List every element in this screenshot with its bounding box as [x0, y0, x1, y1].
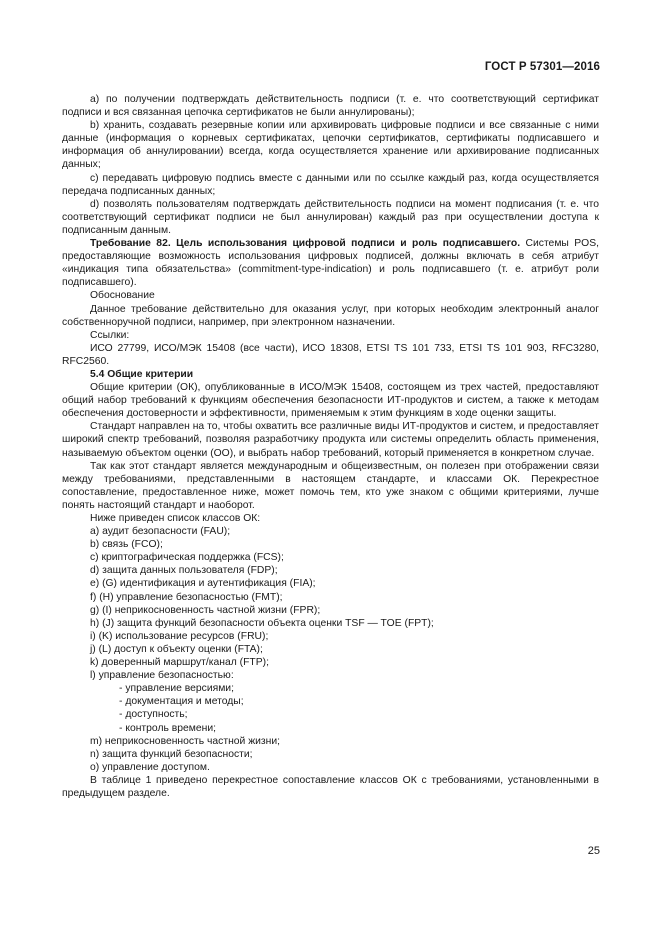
list-item: l) управление безопасностью: [90, 670, 234, 682]
list-item: f) (H) управление безопасностью (FMT); [90, 591, 283, 603]
classes-list-intro: Ниже приведен список классов ОК: [90, 513, 261, 524]
requirement-82-title: Требование 82. Цель использования цифровой подписи и роль подписавшего. [90, 238, 521, 250]
list-item-b: b) хранить, создавать резервные копии или архивировать цифровые подписи и все связанные с ними данные (информация о корневых сертификатах, цепочки сертификатов, сертификаты подписавшего и информация об аннулировании) всегда, когда осуществляется хранение или архивирование подписанных данных; [62, 120, 599, 171]
references-text: ИСО 27799, ИСО/МЭК 15408 (все части), ИСО 18308, ETSI TS 101 733, ETSI TS 101 903, RFC3280, RFC2560. [62, 342, 599, 367]
rationale-text: Данное требование действительно для оказания услуг, при которых необходим электронный аналог собственноручной подписи, например, при электронном назначении. [62, 303, 599, 328]
closing-paragraph: В таблице 1 приведено перекрестное сопоставление классов ОК с требованиями, установленными в предыдущем разделе. [62, 774, 599, 799]
section-paragraph-2: Стандарт направлен на то, чтобы охватить все различные виды ИТ-продуктов и систем, и предоставляет широкий спектр требований, позволяя разработчику продукта или системы определить область применения, называемую объектом оценки (ОО), и выбрать набор требований, который применяется в конкретном случае. [62, 421, 599, 459]
list-item: h) (J) защита функций безопасности объекта оценки TSF — TOE (FPT); [90, 617, 434, 629]
list-item-c: c) передавать цифровую подпись вместе с данными или по ссылке каждый раз, когда осуществляется передача подписанных данных; [62, 172, 599, 197]
list-item: e) (G) идентификация и аутентификация (FIA); [90, 578, 316, 590]
requirement-82-paragraph [62, 237, 599, 289]
list-item: a) аудит безопасности (FAU); [90, 526, 231, 538]
requirement-82-text: Системы POS, предоставляющие возможность использования цифровых подписей, должны включать в себя атрибут «индикация типа обязательства» (commitment-type-indication) и роль подписавшего (т. е. атрибут роли подписавшего). [62, 238, 599, 289]
section-paragraph-1: Общие критерии (ОК), опубликованные в ИСО/МЭК 15408, состоящем из трех частей, предоставляют общий набор требований к функциям обеспечения безопасности ИТ-продуктов и систем, а также к методам обеспечения достоверности и эффективности, применяемым к этим функциям в ходе оценки защиты. [62, 382, 599, 420]
list-item: g) (I) неприкосновенность частной жизни (FPR); [90, 604, 321, 616]
document-code-header: ГОСТ Р 57301—2016 [484, 61, 600, 73]
list-item: b) связь (FCO); [90, 539, 163, 551]
section-paragraph-3: Так как этот стандарт является международным и общеизвестным, он полезен при отображении связи между требованиями, представленными в настоящем стандарте, и классами ОК. Перекрестное сопоставление, предоставленное ниже, может помочь тем, кто уже знаком с общими критериями, лучше понять настоящий стандарт и наоборот. [62, 460, 599, 511]
sub-list-item: - доступность; [119, 709, 188, 721]
page-number: 25 [587, 845, 600, 857]
references-label: Ссылки: [90, 329, 130, 341]
list-item: o) управление доступом. [90, 761, 210, 773]
section-title: 5.4 Общие критерии [90, 368, 194, 380]
list-item-a: a) по получении подтверждать действительность подписи (т. е. что соответствующий сертификат подписи и вся связанная цепочка сертификатов не были аннулированы); [62, 94, 599, 119]
list-item: c) криптографическая поддержка (FCS); [90, 552, 284, 564]
list-item-d: d) позволять пользователям подтверждать действительность подписи на момент подписания (т. е. что соответствующий сертификат подписи не был аннулирован) каждый раз при осуществлении доступа к подписанным данным. [62, 198, 599, 236]
list-item: j) (L) доступ к объекту оценки (FTA); [90, 643, 263, 655]
list-item: m) неприкосновенность частной жизни; [90, 735, 281, 747]
list-item: d) защита данных пользователя (FDP); [90, 565, 278, 577]
sub-list-item: - контроль времени; [119, 722, 216, 734]
page-content [62, 93, 599, 800]
list-item: i) (K) использование ресурсов (FRU); [90, 630, 269, 642]
sub-list-item: - управление версиями; [119, 683, 234, 695]
list-item: k) доверенный маршрут/канал (FTP); [90, 657, 269, 669]
sub-list-item: - документация и методы; [119, 696, 244, 708]
list-item: n) защита функций безопасности; [90, 748, 253, 760]
rationale-label: Обоснование [90, 290, 155, 302]
